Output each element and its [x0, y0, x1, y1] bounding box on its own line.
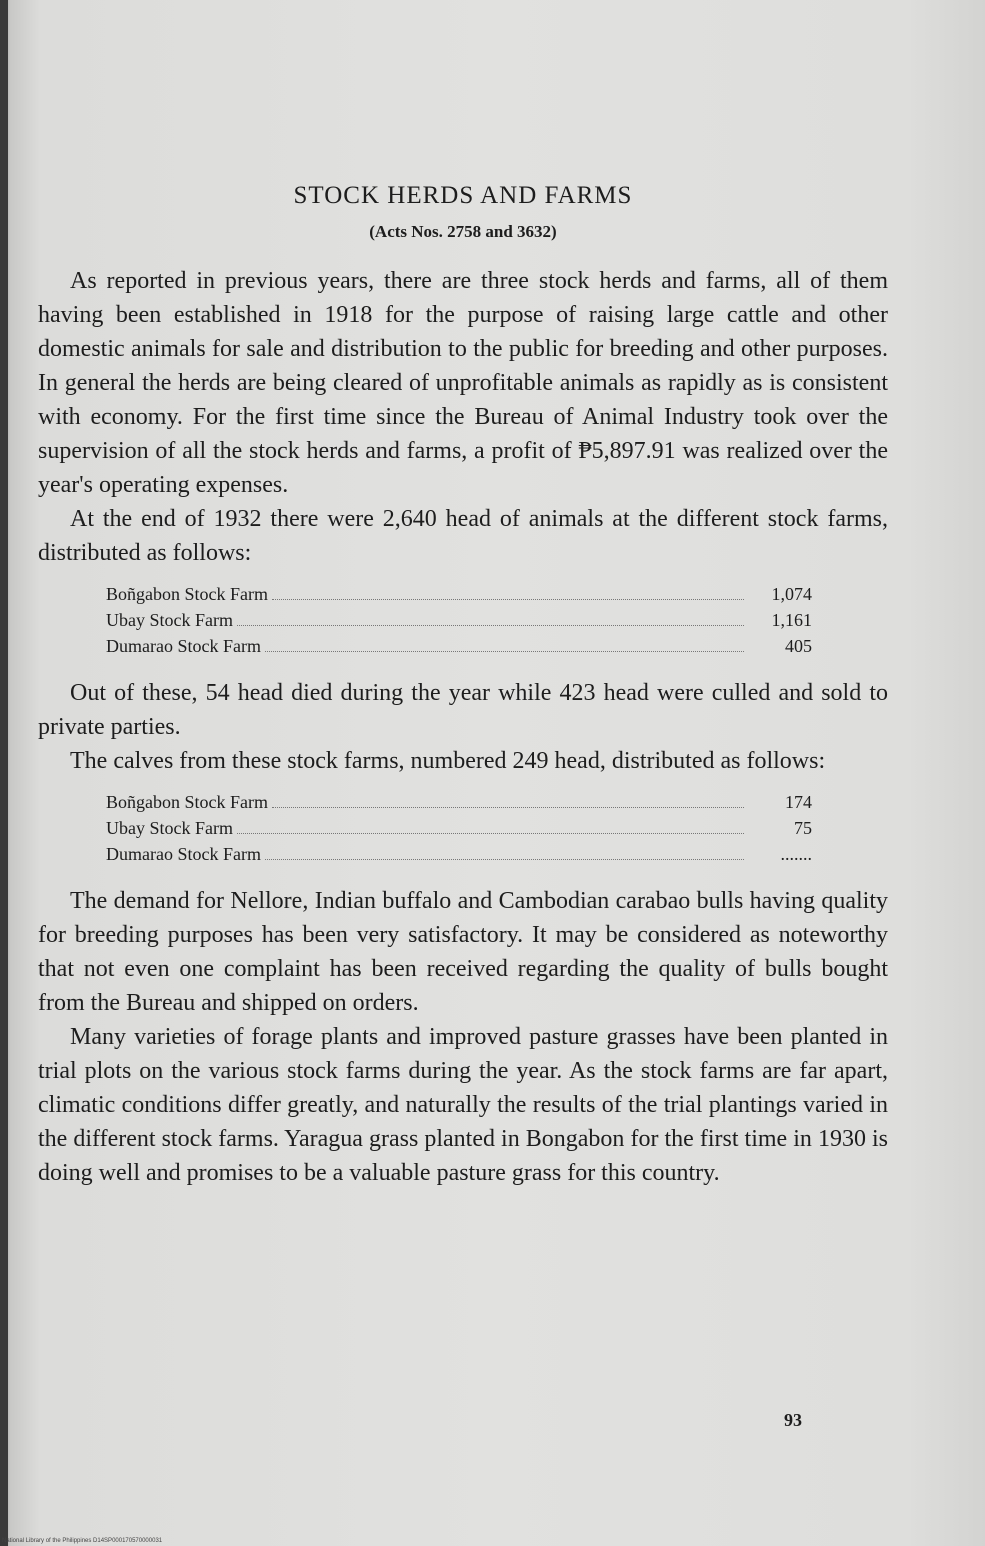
farm-value: .......: [780, 844, 812, 864]
table-row: [106, 584, 812, 610]
paragraph-5: The demand for Nellore, Indian buffalo and Cambodian carabao bulls having quality for breeding purposes has been very satisfactory. It may be considered as noteworthy that not even one complaint has been received regarding the quality of bulls bought from the Bureau and shipped on orders.: [38, 888, 888, 1016]
table-row: [106, 636, 812, 662]
farm-name: Dumarao Stock Farm: [106, 636, 261, 656]
farm-value: 1,074: [771, 584, 812, 604]
farm-value: 1,161: [771, 610, 812, 630]
table-row: [106, 818, 812, 844]
paragraph-1: As reported in previous years, there are three stock herds and farms, all of them having been established in 1918 for the purpose of raising large cattle and other domestic animals for sale and distribution to the public for breeding and other purposes. In general the herds are being cleared of unprofitable animals as rapidly as is consistent with economy. For the first time since the Bureau of Animal Industry took over the supervision of all the stock herds and farms, a profit of ₱5,897.91 was realized over the year's operating expenses.: [38, 268, 888, 498]
farm-value: 75: [794, 818, 812, 838]
farm-value: 174: [785, 792, 812, 812]
page-title: STOCK HERDS AND FARMS: [293, 182, 633, 209]
scan-edge: [0, 0, 8, 1546]
farm-name: Boñgabon Stock Farm: [106, 792, 268, 812]
dot-leader: [265, 651, 744, 652]
document-body: [38, 182, 888, 1190]
dot-leader: [237, 625, 744, 626]
table-row: [106, 610, 812, 636]
paragraph-3: Out of these, 54 head died during the year while 423 head were culled and sold to private parties.: [38, 680, 888, 740]
farm-name: Boñgabon Stock Farm: [106, 584, 268, 604]
table-row: [106, 844, 812, 870]
farm-name: Dumarao Stock Farm: [106, 844, 261, 864]
dot-leader: [237, 833, 744, 834]
farm-value: 405: [785, 636, 812, 656]
page-subtitle: (Acts Nos. 2758 and 3632): [369, 222, 557, 241]
calves-table: [106, 792, 812, 870]
dot-leader: [272, 599, 744, 600]
paragraph-4: The calves from these stock farms, numbered 249 head, distributed as follows:: [70, 748, 826, 774]
dot-leader: [272, 807, 744, 808]
paragraph-2: At the end of 1932 there were 2,640 head of animals at the different stock farms, distributed as follows:: [38, 506, 888, 566]
animals-table: [106, 584, 812, 662]
scan-footer: National Library of the Philippines D14SP000170570000031: [2, 1538, 163, 1544]
farm-name: Ubay Stock Farm: [106, 818, 233, 838]
table-row: [106, 792, 812, 818]
farm-name: Ubay Stock Farm: [106, 610, 233, 630]
dot-leader: [265, 859, 744, 860]
paragraph-6: Many varieties of forage plants and improved pasture grasses have been planted in trial plots on the various stock farms during the year. As the stock farms are far apart, climatic conditions differ greatly, and naturally the results of the trial plantings varied in the different stock farms. Yaragua grass planted in Bongabon for the first time in 1930 is doing well and promises to be a valuable pasture grass for this country.: [38, 1024, 888, 1186]
page-number: 93: [784, 1410, 802, 1430]
